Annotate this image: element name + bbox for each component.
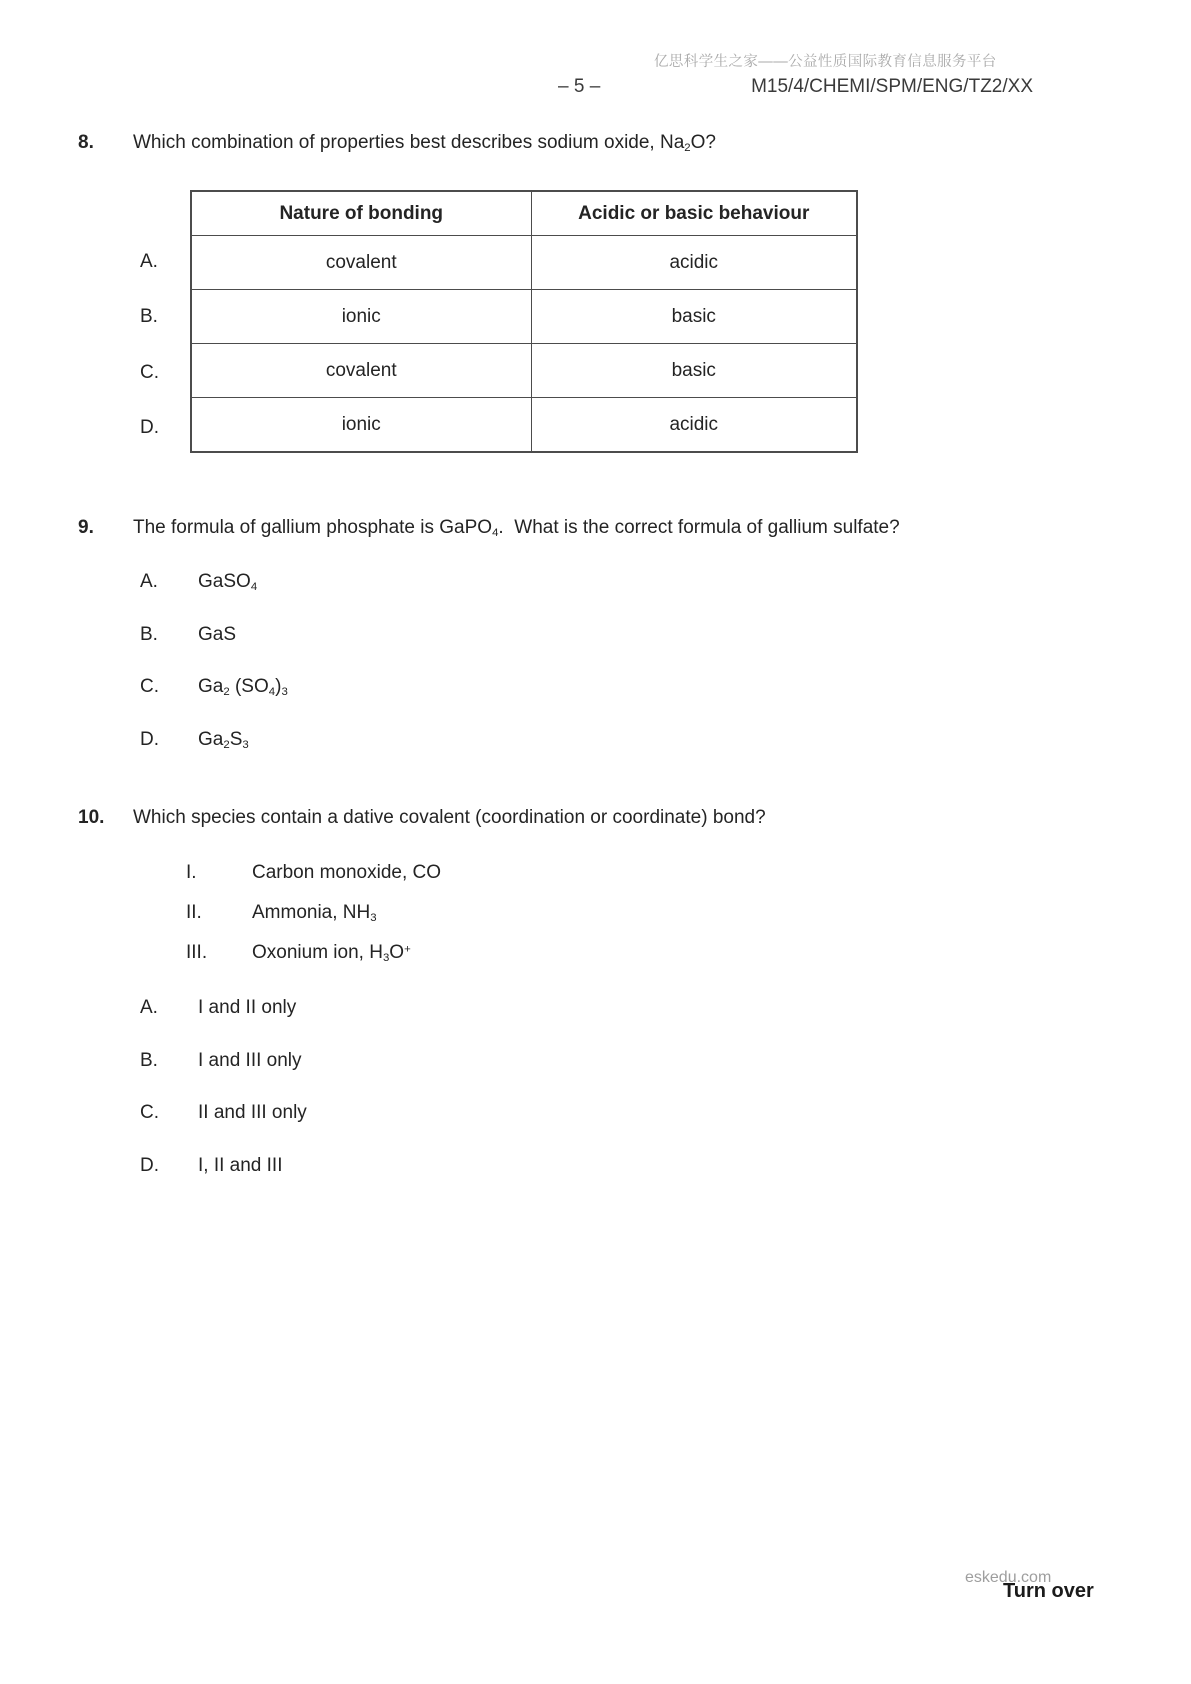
paper-code: M15/4/CHEMI/SPM/ENG/TZ2/XX [751,76,1033,97]
question-10-prompt: Which species contain a dative covalent (coordination or coordinate) bond? [133,807,766,828]
question-10 [78,804,766,831]
question-9 [78,514,900,541]
question-8-prompt: Which combination of properties best describes sodium oxide, $Na_2O$? [133,132,716,155]
q9-option-d-formula: $Ga_2S_3$ [198,729,249,752]
q8-cell-behaviour-c: basic [531,344,857,398]
q10-statement-3-text: Oxonium ion, $H_3O^+$ [252,942,411,965]
q8-table-row-b [191,290,857,344]
q10-option-a-label: A. [140,997,158,1018]
q10-statement-2 [186,899,377,926]
q8-cell-bonding-a: covalent [191,236,531,290]
q8-properties-table [190,190,858,453]
q8-cell-behaviour-b: basic [531,290,857,344]
q8-row-label-c: C. [140,362,159,383]
q8-table-row-a [191,236,857,290]
q8-row-label-b: B. [140,306,158,327]
page-number: – 5 – [558,76,601,97]
q9-option-a [140,568,257,595]
q8-table-row-c [191,344,857,398]
q10-option-d-label: D. [140,1155,159,1176]
q9-option-a-formula: GaSO$_4$ [198,571,258,594]
question-9-number: 9. [78,517,94,538]
q8-row-label-a: A. [140,251,158,272]
q9-option-d [140,726,249,753]
q9-option-b-formula: GaS [198,624,237,645]
question-9-prompt: The formula of gallium phosphate is GaPO$_4$. What is the correct formula of gallium sulfate? [133,517,900,540]
q10-option-b [140,1047,302,1074]
turn-over-label: Turn over [1003,1580,1094,1602]
q10-option-d [140,1152,283,1179]
q9-option-d-label: D. [140,729,159,750]
q10-statement-1-label: I. [186,862,197,883]
question-8-number: 8. [78,132,94,153]
q10-option-a-text: I and II only [198,997,297,1018]
q10-statement-3 [186,939,411,966]
q9-option-b-label: B. [140,624,158,645]
q10-option-c-text: II and III only [198,1102,307,1123]
q9-option-a-label: A. [140,571,158,592]
q8-table-header-row [191,191,857,236]
q9-option-c-formula: $Ga_2$ $(SO_4)_3$ [198,676,288,699]
q10-option-c-label: C. [140,1102,159,1123]
q8-table-row-d [191,398,857,453]
top-watermark-text: 亿思科学生之家——公益性质国际教育信息服务平台 [654,54,997,70]
q10-option-b-label: B. [140,1050,158,1071]
q8-col-header-bonding: Nature of bonding [191,191,531,236]
q10-statement-2-text: Ammonia, $NH_3$ [252,902,377,925]
q10-option-c [140,1099,307,1126]
q10-statement-1-text: Carbon monoxide, CO [252,862,442,883]
q9-option-c-label: C. [140,676,159,697]
q8-cell-bonding-c: covalent [191,344,531,398]
q9-option-c [140,673,288,700]
q10-option-d-text: I, II and III [198,1155,283,1176]
q10-statement-3-label: III. [186,942,208,963]
question-10-number: 10. [78,807,105,828]
q10-statement-2-label: II. [186,902,202,923]
q8-cell-behaviour-a: acidic [531,236,857,290]
q8-cell-behaviour-d: acidic [531,398,857,453]
q8-col-header-behaviour: Acidic or basic behaviour [531,191,857,236]
q8-cell-bonding-b: ionic [191,290,531,344]
question-8 [78,129,716,156]
q10-statement-1 [186,859,441,886]
q8-cell-bonding-d: ionic [191,398,531,453]
q8-row-label-d: D. [140,417,159,438]
q10-option-a [140,994,296,1021]
q10-option-b-text: I and III only [198,1050,302,1071]
bottom-watermark-text: eskedu.com [965,1569,1052,1586]
q9-option-b [140,621,236,648]
